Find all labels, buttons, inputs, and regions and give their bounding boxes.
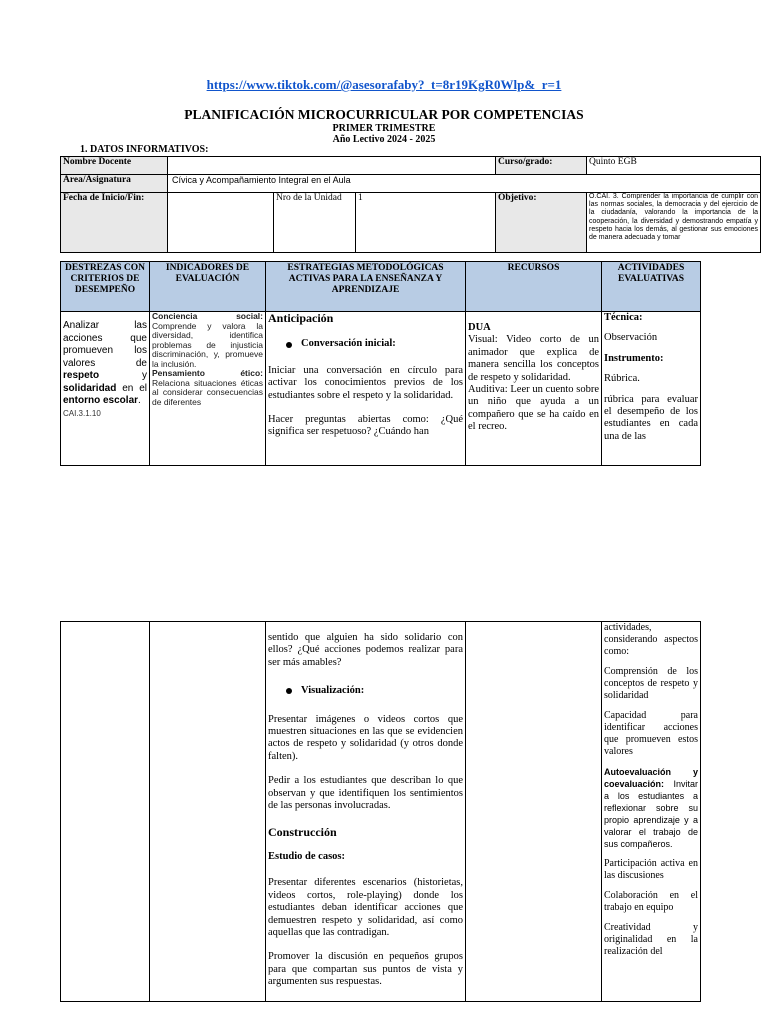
objective-value: O.CAI. 3. Comprender la importancia de cumplir con las normas sociales, la democracia y del ejercicio de la ciudadanía, valorando la importancia de la cooperación, la diversidad y demostrando empatía y respeto hacia los demás, al gestionar sus emociones de manera adecuada y tomar: [587, 193, 761, 253]
col-actividades: ACTIVIDADES EVALUATIVAS: [602, 262, 701, 312]
conversacion-bullet: Conversación inicial:: [268, 338, 463, 350]
col-indicadores: INDICADORES DE EVALUACIÓN: [150, 262, 266, 312]
strategy-p4: Presentar imágenes o videos cortos que muestren situaciones en las que se evidencien actos de respeto y solidaridad (y otros donde falten).: [268, 713, 463, 762]
visualizacion-bullet: Visualización:: [268, 685, 463, 697]
strategy-p2: Hacer preguntas abiertas como: ¿Qué significa ser respetuoso? ¿Cuándo han: [268, 414, 463, 438]
indicator-social: Conciencia social: Comprende y valora la diversidad, identifica problemas de injusticia discriminación, y, promueve la inclusión.: [152, 311, 263, 369]
strategy-p7: Promover la discusión en pequeños grupos para que compartan sus puntos de vista y argumenten sus respuestas.: [268, 951, 463, 988]
recursos-cont: [466, 622, 602, 1002]
col-estrategias: ESTRATEGIAS METODOLÓGICAS ACTIVAS PARA LA ENSEÑANZA Y APRENDIZAJE: [266, 262, 466, 312]
construccion-heading: Construcción: [268, 825, 337, 840]
strategy-p3: sentido que alguien ha sido solidario con ellos? ¿Qué acciones podemos realizar para ser más amables?: [268, 632, 463, 668]
activity-intro: actividades, considerando aspectos como:: [604, 622, 698, 657]
grade-label: Curso/grado:: [496, 157, 587, 175]
instrumento-label: Instrumento:: [604, 352, 664, 364]
activity-participacion: Participación activa en las discusiones: [604, 858, 698, 881]
trimester-label: PRIMER TRIMESTRE: [332, 123, 436, 134]
destreza-code: CAI.3.1.10: [63, 408, 101, 418]
subject-value: Cívica y Acompañamiento Integral en el Aula: [168, 175, 761, 193]
dua-heading: DUA: [468, 322, 491, 333]
anticipacion-heading: Anticipación: [268, 311, 334, 325]
activity-autoevaluacion: Autoevaluación y coevaluación: Invitar a los estudiantes a reflexionar sobre su propio aprendizaje y a valorar el trabajo de sus compañeros.: [604, 767, 698, 849]
grade-value: Quinto EGB: [587, 157, 761, 175]
dates-label: Fecha de Inicio/Fin:: [61, 193, 168, 253]
activity-comprension: Comprensión de los conceptos de respeto y solidaridad: [604, 666, 698, 701]
bullet-icon: [286, 688, 292, 694]
resource-auditiva: Auditiva: Leer un cuento sobre un niño que ayuda a un compañero que se ha caído en el recreo.: [468, 384, 599, 433]
strategy-p6: Presentar diferentes escenarios (historietas, videos cortos, role-playing) donde los estudiantes deban identificar acciones que demuestren respeto y solidaridad, así como aquellas que las contradigan.: [268, 877, 463, 938]
subject-label: Área/Asignatura: [61, 175, 168, 193]
dates-value: [168, 193, 274, 253]
school-year-label: Año Lectivo 2024 - 2025: [332, 134, 436, 145]
tiktok-link[interactable]: https://www.tiktok.com/@asesorafaby?_t=8r19KgR0Wlp&_r=1: [206, 77, 562, 92]
col-destrezas: DESTREZAS CON CRITERIOS DE DESEMPEÑO: [61, 262, 150, 312]
page-title: PLANIFICACIÓN MICROCURRICULAR POR COMPETENCIAS: [184, 107, 584, 122]
tecnica-value: Observación: [604, 332, 658, 344]
objective-label: Objetivo:: [496, 193, 587, 253]
activity-creatividad: Creatividad y originalidad en la realización del: [604, 922, 698, 957]
resource-visual: Visual: Video corto de un animador que explica de manera sencilla los conceptos de respeto y solidaridad.: [468, 334, 599, 383]
info-table: [60, 156, 761, 253]
destreza-cont: [61, 622, 150, 1002]
teacher-label: Nombre Docente: [61, 157, 168, 175]
col-recursos: RECURSOS: [466, 262, 602, 312]
tecnica-label: Técnica:: [604, 312, 643, 323]
rubrica-description: rúbrica para evaluar el desempeño de los estudiantes en cada una de las: [604, 393, 698, 442]
activity-colaboracion: Colaboración en el trabajo en equipo: [604, 890, 698, 913]
indicator-ethical: Pensamiento ético: Relaciona situaciones éticas al considerar consecuencias de diferentes: [152, 368, 263, 407]
destreza-text: Analizar las acciones que promueven los valores de respeto y solidaridad en el entorno escolar.: [63, 320, 147, 406]
plan-table-page2: [60, 621, 701, 1002]
estudio-heading: Estudio de casos:: [268, 850, 346, 862]
unit-value: 1: [356, 193, 496, 253]
instrumento-value: Rúbrica.: [604, 373, 640, 385]
activity-capacidad: Capacidad para identificar acciones que promueven estos valores: [604, 710, 698, 757]
strategy-p5: Pedir a los estudiantes que describan lo que observan y que identifiquen los sentimientos de las personas involucradas.: [268, 775, 463, 812]
indicador-cont: [150, 622, 266, 1002]
section-heading: 1. DATOS INFORMATIVOS:: [80, 144, 209, 155]
unit-label: Nro de la Unidad: [274, 193, 356, 253]
teacher-value: [168, 157, 496, 175]
strategy-p1: Iniciar una conversación en círculo para activar los conocimientos previos de los estudiantes sobre el respeto y la solidaridad.: [268, 364, 463, 401]
bullet-icon: [286, 342, 292, 348]
plan-table-page1: [60, 261, 701, 466]
